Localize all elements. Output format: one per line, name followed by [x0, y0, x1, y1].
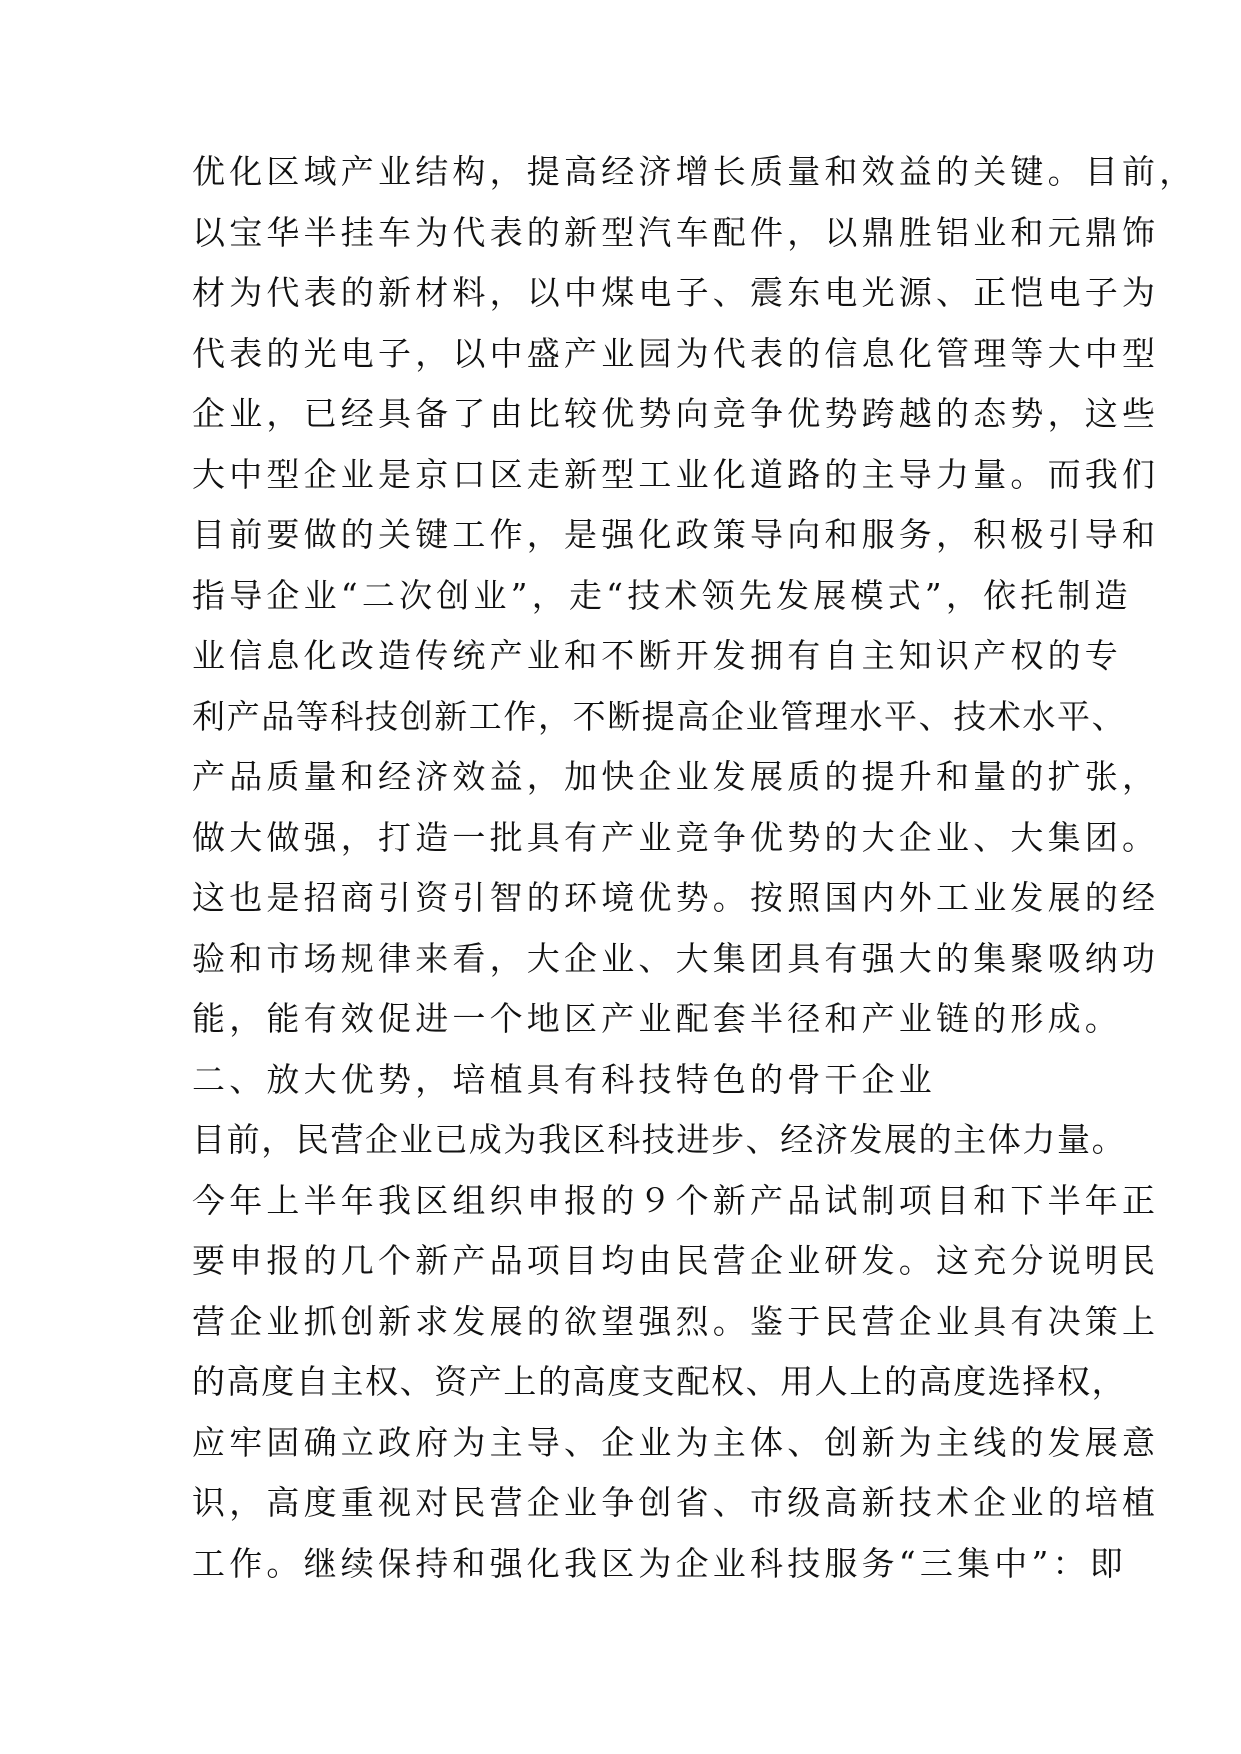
text-line: 代表的光电子，以中盛产业园为代表的信息化管理等大中型 — [192, 333, 1160, 373]
text-line: 做大做强，打造一批具有产业竞争优势的大企业、大集团。 — [192, 817, 1160, 857]
text-line: 业信息化改造传统产业和不断开发拥有自主知识产权的专 — [192, 636, 1122, 675]
text-line: 企业，已经具备了由比较优势向竞争优势跨越的态势，这些 — [192, 394, 1160, 433]
text-line: 产品质量和经济效益，加快企业发展质的提升和量的扩张， — [192, 757, 1160, 796]
section-heading: 二、放大优势，培植具有科技特色的骨干企业 — [192, 1059, 936, 1099]
text-line: 目前要做的关键工作，是强化政策导向和服务，积极引导和 — [192, 515, 1160, 554]
text-line: 今年上半年我区组织申报的９个新产品试制项目和下半年正 — [192, 1180, 1160, 1220]
text-line: 能，能有效促进一个地区产业配套半径和产业链的形成。 — [192, 999, 1122, 1038]
text-line: 的高度自主权、资产上的高度支配权、用人上的高度选择权， — [192, 1362, 1127, 1401]
text-line: 要申报的几个新产品项目均由民营企业研发。这充分说明民 — [192, 1241, 1160, 1280]
body-text — [192, 142, 1197, 1594]
text-line: 识，高度重视对民营企业争创省、市级高新技术企业的培植 — [192, 1483, 1160, 1522]
text-line: 材为代表的新材料，以中煤电子、震东电光源、正恺电子为 — [192, 273, 1160, 312]
text-line: 工作。继续保持和强化我区为企业科技服务“三集中”：即 — [192, 1543, 1127, 1583]
text-line: 营企业抓创新求发展的欲望强烈。鉴于民营企业具有决策上 — [192, 1301, 1160, 1341]
text-line: 指导企业“二次创业”，走“技术领先发展模式”，依托制造 — [192, 575, 1132, 615]
text-line: 以宝华半挂车为代表的新型汽车配件，以鼎胜铝业和元鼎饰 — [192, 212, 1160, 252]
text-line: 优化区域产业结构，提高经济增长质量和效益的关键。目前， — [192, 152, 1197, 191]
text-line: 这也是招商引资引智的环境优势。按照国内外工业发展的经 — [192, 878, 1160, 917]
text-line: 大中型企业是京口区走新型工业化道路的主导力量。而我们 — [192, 454, 1160, 494]
text-line: 目前，民营企业已成为我区科技进步、经济发展的主体力量。 — [192, 1120, 1127, 1159]
text-line: 利产品等科技创新工作，不断提高企业管理水平、技术水平、 — [192, 696, 1127, 736]
text-line: 验和市场规律来看，大企业、大集团具有强大的集聚吸纳功 — [192, 938, 1160, 978]
text-line: 应牢固确立政府为主导、企业为主体、创新为主线的发展意 — [192, 1422, 1160, 1462]
